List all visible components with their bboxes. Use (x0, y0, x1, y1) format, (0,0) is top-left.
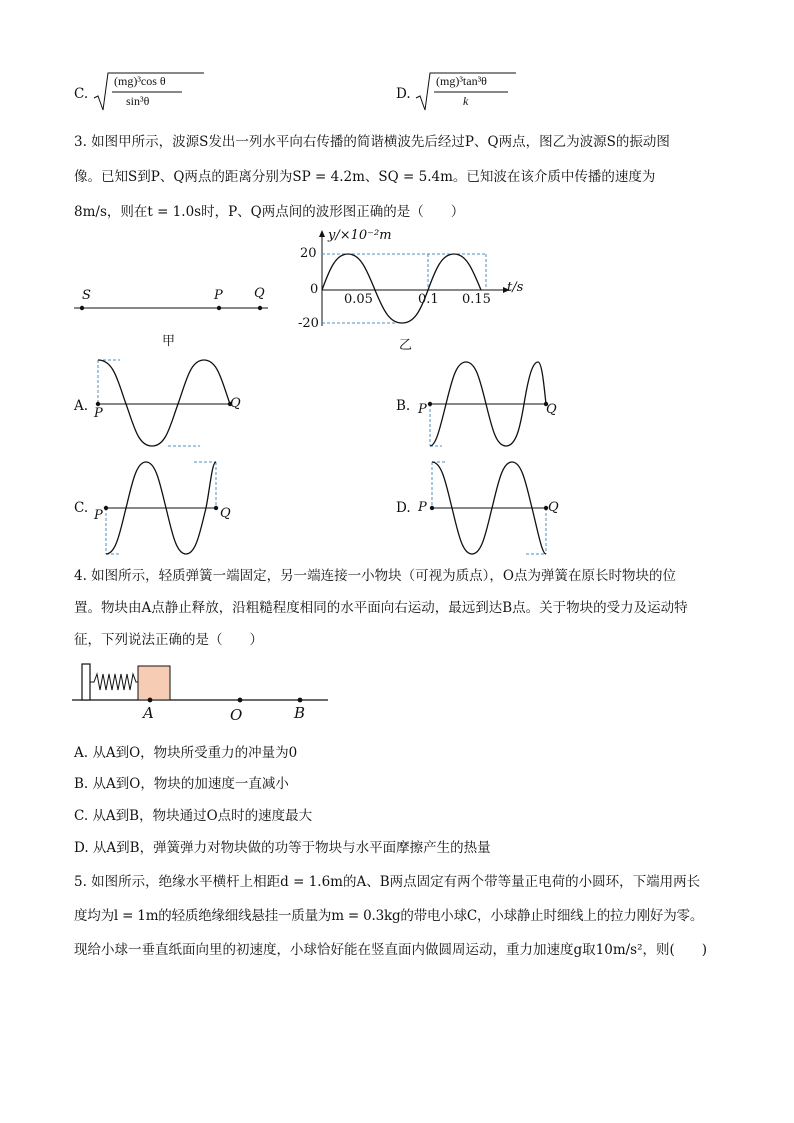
option-c-label: C. (74, 86, 89, 102)
q4-line2: 置。物块由A点静止释放，沿粗糙程度相同的水平面向右运动，最远到达B点。关于物块的受力及运动特 (74, 600, 688, 616)
q3-option-d[interactable] (396, 458, 586, 558)
q4-figure (72, 658, 332, 728)
q3-figure-yi (296, 226, 536, 352)
q3-figure-jia (74, 284, 274, 354)
option-c-numerator: (mg)³cos θ (114, 74, 166, 88)
q4-option-a[interactable]: A. 从A到O，物块所受重力的冲量为0 (74, 745, 298, 761)
q4-label-o: O (230, 706, 243, 724)
q3-option-c[interactable] (74, 458, 264, 558)
yi-tick-01: 0.1 (418, 292, 439, 307)
yi-tick-0: 0 (310, 282, 319, 297)
yi-caption: 乙 (399, 338, 413, 353)
q3-line2: 像。已知S到P、Q两点的距离分别为SP = 4.2m、SQ = 5.4m。已知波在该介质中传播的速度为 (74, 169, 656, 185)
q3-line3: 8m/s，则在t = 1.0s时，P、Q两点间的波形图正确的是（ ） (74, 204, 465, 220)
jia-label-s: S (82, 288, 91, 303)
option-c-p: P (94, 508, 103, 523)
q4-wall (82, 664, 90, 700)
option-c-q: Q (220, 506, 231, 521)
option-d-numerator: (mg)³tan³θ (436, 74, 487, 88)
option-d-label: D. (396, 86, 411, 102)
q4-label-a: A (143, 704, 154, 722)
yi-tick-20: 20 (300, 246, 317, 261)
q4-option-c[interactable]: C. 从A到B，物块通过O点时的速度最大 (74, 808, 313, 824)
option-a-p: P (94, 406, 103, 421)
jia-point-q (258, 306, 262, 310)
q4-option-b[interactable]: B. 从A到O，物块的加速度一直减小 (74, 776, 289, 792)
option-c-label-wave: C. (74, 500, 89, 516)
prev-option-d (396, 70, 546, 115)
yi-ylabel: y/×10⁻²m (328, 228, 392, 243)
jia-label-p: P (214, 288, 223, 303)
q4-point-a (148, 698, 153, 703)
option-d-q: Q (548, 500, 559, 515)
option-d-label-wave: D. (396, 500, 411, 516)
option-d-denominator: k (463, 94, 469, 108)
option-b-label: B. (396, 398, 411, 414)
q4-spring (90, 674, 138, 690)
jia-point-s (80, 306, 84, 310)
yi-tick-015: 0.15 (462, 292, 491, 307)
q3-line1: 3. 如图甲所示，波源S发出一列水平向右传播的简谐横波先后经过P、Q两点，图乙为波源S的振动图 (74, 134, 670, 150)
q4-option-d[interactable]: D. 从A到B，弹簧弹力对物块做的功等于物块与水平面摩擦产生的热量 (74, 840, 491, 856)
jia-caption: 甲 (162, 334, 176, 349)
option-b-q: Q (546, 402, 557, 417)
yi-tick-neg20: -20 (298, 316, 319, 331)
jia-label-q: Q (254, 286, 265, 301)
yi-xlabel: t/s (507, 280, 524, 295)
jia-line (74, 284, 274, 324)
q4-block (138, 666, 170, 700)
yi-y-arrow (319, 230, 325, 237)
q4-point-o (238, 698, 243, 703)
yi-graph (296, 226, 536, 352)
option-a-label: A. (74, 398, 89, 414)
q4-line1: 4. 如图所示，轻质弹簧一端固定，另一端连接一小物块（可视为质点），O点为弹簧在原长时物块的位 (74, 568, 676, 584)
option-c-denominator: sin³θ (126, 94, 150, 108)
jia-point-p (217, 306, 221, 310)
q4-line3: 征，下列说法正确的是（ ） (74, 632, 263, 648)
yi-sine-curve (322, 254, 481, 323)
option-a-q: Q (230, 396, 241, 411)
q5-line1: 5. 如图所示，绝缘水平横杆上相距d = 1.6m的A、B两点固定有两个带等量正电荷的小圆环，下端用两长 (74, 874, 701, 890)
q4-spring-diagram (72, 658, 332, 728)
option-d-p: P (418, 500, 427, 515)
option-b-p: P (418, 402, 427, 417)
q5-line2: 度均为l = 1m的轻质绝缘细线悬挂一质量为m = 0.3kg的带电小球C，小球静止时细线上的拉力刚好为零。 (74, 908, 704, 924)
q5-line3: 现给小球一垂直纸面向里的初速度，小球恰好能在竖直面内做圆周运动，重力加速度g取10m/s²，则( ) (74, 942, 708, 958)
q4-point-b (298, 698, 303, 703)
prev-option-c (74, 70, 224, 115)
q4-label-b: B (294, 704, 306, 722)
q3-option-b[interactable] (396, 356, 586, 452)
q3-option-a[interactable] (74, 356, 264, 452)
yi-tick-005: 0.05 (344, 292, 373, 307)
